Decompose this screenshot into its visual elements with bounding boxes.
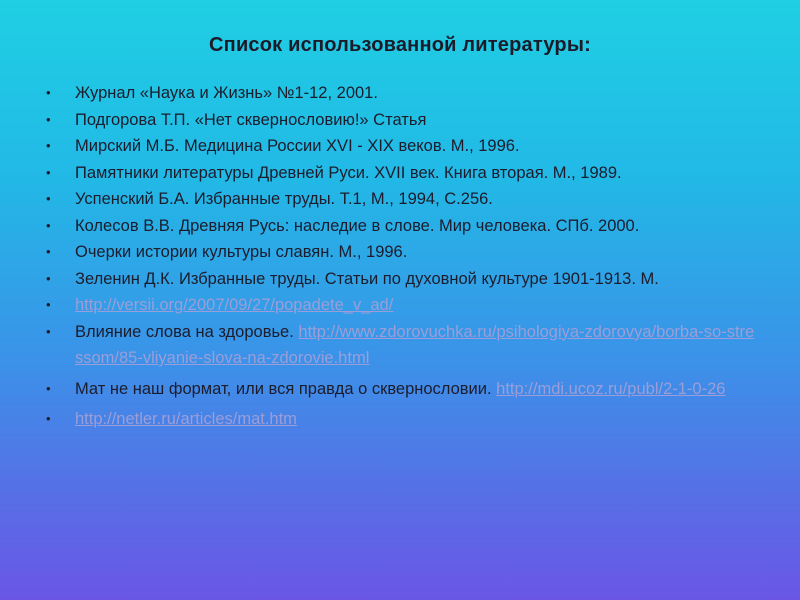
bullet-icon: • (46, 217, 51, 233)
list-item (40, 133, 760, 160)
bullet-icon: • (46, 244, 51, 259)
list-item (40, 406, 760, 433)
list-item (40, 266, 760, 293)
slide-title: Список использованной литературы: (209, 34, 591, 56)
reference-text: Подгорова Т.П. «Нет сквернословию!» Статья (75, 110, 427, 129)
reference-link[interactable]: http://versii.org/2007/09/27/popadete_v_ad/ (75, 296, 394, 314)
bullet-icon: • (46, 380, 51, 396)
list-item (40, 376, 760, 407)
reference-text: Журнал «Наука и Жизнь» №1-12, 2001. (75, 84, 378, 102)
reference-text: Влияние слова на здоровье. (75, 322, 299, 341)
references-list (40, 80, 760, 433)
list-item (40, 80, 760, 107)
list-item (40, 292, 760, 319)
bullet-icon: • (46, 297, 51, 312)
reference-text: Памятники литературы Древней Руси. XVII век. Книга вторая. М., 1989. (75, 163, 622, 182)
bullet-icon: • (46, 111, 51, 127)
reference-link[interactable]: http://netler.ru/articles/mat.htm (75, 410, 297, 428)
reference-text: Зеленин Д.К. Избранные труды. Статьи по духовной культуре 1901-1913. М. (75, 269, 659, 288)
list-item (40, 186, 760, 213)
reference-link[interactable]: http://mdi.ucoz.ru/publ/2-1-0-26 (496, 379, 726, 398)
list-item (40, 160, 760, 187)
reference-text: Мирский М.Б. Медицина России XVI - XIX веков. М., 1996. (75, 137, 520, 155)
bullet-icon: • (46, 138, 51, 153)
reference-text: Мат не наш формат, или вся правда о сквернословии. (75, 379, 497, 398)
list-item (40, 239, 760, 266)
list-item (40, 107, 760, 134)
reference-link[interactable]: http://www.zdorovuchka.ru/psihologiya-zdorovya/borba-so-stressom/85-vliyanie-slova-na-zdorovie.html (75, 322, 755, 367)
bullet-icon: • (46, 85, 51, 100)
list-item (40, 213, 760, 240)
bullet-icon: • (46, 270, 51, 286)
reference-text: Колесов В.В. Древняя Русь: наследие в слове. Мир человека. СПб. 2000. (75, 216, 640, 235)
list-item (40, 319, 760, 376)
reference-text: Очерки истории культуры славян. М., 1996. (75, 243, 408, 261)
bullet-icon: • (46, 411, 51, 426)
bullet-icon: • (46, 164, 51, 180)
bullet-icon: • (46, 191, 51, 206)
bullet-icon: • (46, 323, 51, 339)
reference-text: Успенский Б.А. Избранные труды. Т.1, М., 1994, С.256. (75, 190, 493, 208)
